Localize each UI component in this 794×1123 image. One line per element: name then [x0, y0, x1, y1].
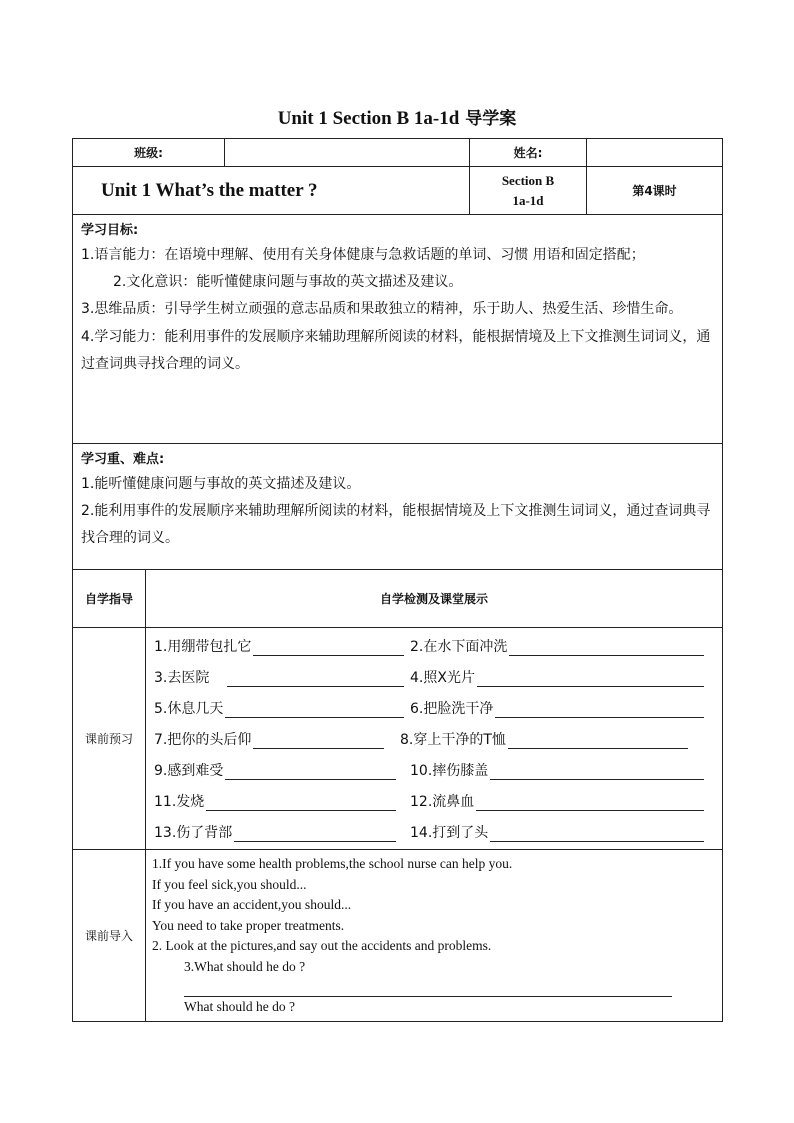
vocab-prompt: 12.流鼻血 [410, 793, 475, 810]
document-title-main: Unit 1 Section B 1a-1d [277, 108, 460, 129]
lead-in-line: If you have an accident,you should... [152, 897, 352, 913]
worksheet-table [72, 138, 723, 1022]
class-label: 班级: [73, 139, 225, 167]
answer-blank[interactable] [227, 670, 404, 687]
vocab-prompt: 1.用绷带包扎它 [154, 638, 252, 655]
vocab-prompt: 10.摔伤膝盖 [410, 762, 489, 779]
answer-blank[interactable] [206, 794, 396, 811]
lead-in-row [73, 850, 723, 1022]
vocab-item [400, 729, 700, 749]
unit-title: Unit 1 What’s the matter ? [73, 167, 470, 215]
key-points-row [73, 444, 723, 570]
objective-item: 3.思维品质：引导学生树立顽强的意志品质和果敢独立的精神，乐于助人、热爱生活、珍惜生命。 [81, 301, 683, 318]
answer-blank[interactable] [490, 763, 704, 780]
objectives-heading: 学习目标: [81, 223, 139, 238]
vocab-item [154, 698, 410, 718]
vocab-item [410, 822, 710, 842]
vocab-prompt: 4.照X光片 [410, 669, 475, 686]
vocab-row [154, 630, 714, 661]
section-name: Section B [501, 173, 555, 188]
answer-blank[interactable] [490, 825, 704, 842]
class-field[interactable] [225, 139, 470, 167]
worksheet [72, 138, 722, 1022]
document-title-suffix: 导学案 [465, 109, 517, 129]
vocab-prompt: 5.休息几天 [154, 700, 224, 717]
objective-item: 2.文化意识：能听懂健康问题与事故的英文描述及建议。 [113, 274, 463, 291]
vocab-item [154, 791, 410, 811]
vocab-item [410, 698, 710, 718]
answer-blank[interactable] [495, 701, 704, 718]
vocab-row [154, 785, 714, 816]
vocab-item [154, 636, 410, 656]
objectives-section [73, 215, 723, 444]
objective-item: 1.语言能力：在语境中理解、使用有关身体健康与急救话题的单词、习惯 用语和固定搭配； [81, 246, 645, 263]
guide-header-row [73, 570, 723, 628]
answer-blank[interactable] [477, 670, 704, 687]
self-study-guide-header: 自学指导 [73, 570, 146, 628]
answer-blank[interactable] [225, 701, 404, 718]
key-points-heading: 学习重、难点: [81, 452, 165, 467]
vocab-row [154, 754, 714, 785]
info-row [73, 139, 723, 167]
answer-blank[interactable] [253, 639, 404, 656]
vocab-item [154, 760, 410, 780]
answer-blank[interactable] [476, 794, 704, 811]
lead-in-question: What should he do ? [184, 998, 295, 1014]
lead-in-line: If you feel sick,you should... [152, 876, 307, 892]
lead-in-content [146, 850, 723, 1022]
vocab-item [154, 667, 410, 687]
document-title [0, 104, 794, 130]
vocab-prompt: 6.把脸洗干净 [410, 700, 494, 717]
vocab-prompt: 3.去医院 [154, 669, 210, 686]
vocab-item [410, 791, 710, 811]
vocab-prompt: 2.在水下面冲洗 [410, 638, 508, 655]
vocab-item [154, 729, 400, 749]
answer-blank[interactable] [508, 732, 688, 749]
answer-blank[interactable] [184, 978, 672, 997]
vocab-prompt: 14.打到了头 [410, 824, 489, 841]
vocab-prompt: 8.穿上干净的T恤 [400, 731, 506, 748]
vocab-row [154, 661, 714, 692]
vocab-prompt: 7.把你的头后仰 [154, 731, 252, 748]
preview-exercises [146, 628, 723, 850]
name-field[interactable] [587, 139, 723, 167]
vocab-row [154, 816, 714, 847]
lesson-number: 第4课时 [587, 167, 723, 215]
vocab-item [410, 760, 710, 780]
key-point-item: 2.能利用事件的发展顺序来辅助理解所阅读的材料，能根据情境及上下文推测生词词义，通过查词典寻找合理的词义。 [81, 503, 711, 547]
section-cell [470, 167, 587, 215]
name-label: 姓名: [470, 139, 587, 167]
vocab-row [154, 723, 714, 754]
preview-label: 课前预习 [73, 628, 146, 850]
vocab-row [154, 692, 714, 723]
vocab-item [410, 667, 710, 687]
lead-in-line: You need to take proper treatments. [152, 917, 345, 933]
vocab-item [154, 822, 410, 842]
objectives-row [73, 215, 723, 444]
answer-blank[interactable] [225, 763, 396, 780]
key-point-item: 1.能听懂健康问题与事故的英文描述及建议。 [81, 475, 361, 492]
lead-in-line: 2. Look at the pictures,and say out the accidents and problems. [152, 938, 492, 954]
vocab-prompt: 11.发烧 [154, 793, 205, 810]
lead-in-line: 1.If you have some health problems,the school nurse can help you. [152, 856, 513, 871]
section-range: 1a-1d [512, 192, 544, 208]
answer-blank[interactable] [253, 732, 384, 749]
vocab-prompt: 13.伤了背部 [154, 824, 233, 841]
objective-item: 4.学习能力：能利用事件的发展顺序来辅助理解所阅读的材料，能根据情境及上下文推测生词词义，通过查词典寻找合理的词义。 [81, 328, 711, 372]
key-points-section [73, 444, 723, 570]
answer-blank[interactable] [509, 639, 704, 656]
lead-in-question: 3.What should he do ? [184, 958, 306, 974]
vocab-prompt: 9.感到难受 [154, 762, 224, 779]
lead-in-label: 课前导入 [73, 850, 146, 1022]
self-test-header: 自学检测及课堂展示 [146, 570, 723, 628]
preview-row [73, 628, 723, 850]
unit-row [73, 167, 723, 215]
vocab-item [410, 636, 710, 656]
answer-blank[interactable] [234, 825, 396, 842]
